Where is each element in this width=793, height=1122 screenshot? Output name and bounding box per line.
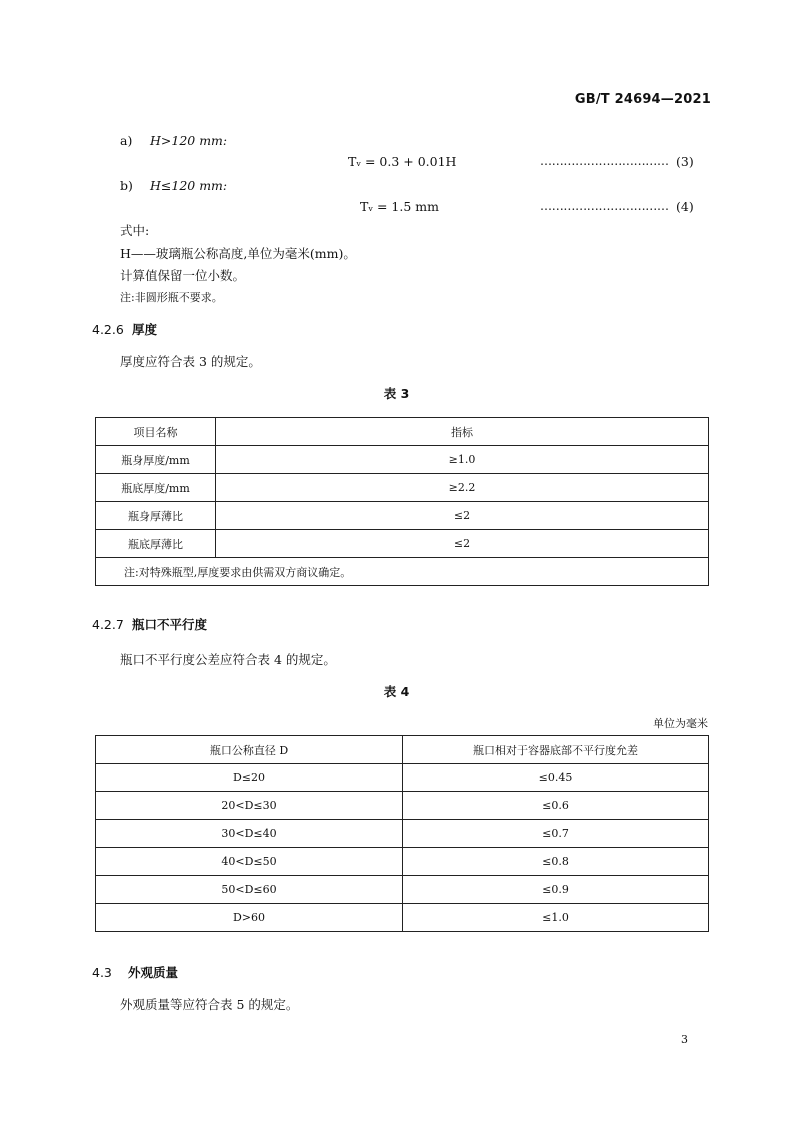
table-row [96, 502, 709, 530]
section-4-2-7-body: 瓶口不平行度公差应符合表 4 的规定。 [120, 652, 336, 667]
table-header-cell: 瓶口相对于容器底部不平行度允差 [403, 736, 709, 764]
section-number: 4.2.6 [92, 322, 124, 337]
section-4-2-6-body: 厚度应符合表 3 的规定。 [120, 354, 261, 369]
table-cell: ≤1.0 [403, 904, 709, 932]
page-number: 3 [681, 1033, 688, 1046]
section-4-2-6-heading [92, 320, 157, 338]
table-note: 注:对特殊瓶型,厚度要求由供需双方商议确定。 [96, 558, 709, 586]
table-cell: ≤2 [216, 502, 709, 530]
table-header-row [96, 736, 709, 764]
section-title: 瓶口不平行度 [132, 617, 208, 632]
table-row [96, 446, 709, 474]
formula-4-leader: …………………………… [540, 199, 669, 213]
table-3-caption: 表 3 [383, 386, 410, 401]
table-cell: ≥1.0 [216, 446, 709, 474]
table-cell: 40<D≤50 [96, 848, 403, 876]
table-cell: ≤0.6 [403, 792, 709, 820]
table-4 [95, 735, 709, 932]
table-cell: 瓶身厚度/mm [96, 446, 216, 474]
table-cell: 瓶身厚薄比 [96, 502, 216, 530]
case-a-condition: H>120 mm: [150, 133, 228, 148]
table-header-cell: 指标 [216, 418, 709, 446]
formula-3: Tᵥ = 0.3 + 0.01H [348, 154, 457, 169]
section-4-3-body: 外观质量等应符合表 5 的规定。 [120, 997, 299, 1012]
where-label: 式中: [120, 223, 150, 238]
table-cell: 20<D≤30 [96, 792, 403, 820]
note-non-round: 注:非圆形瓶不要求。 [120, 291, 223, 304]
table-row [96, 876, 709, 904]
table-cell: D≤20 [96, 764, 403, 792]
case-a-label: a) [120, 133, 133, 148]
table-cell: 瓶底厚薄比 [96, 530, 216, 558]
formula-3-leader: …………………………… [540, 154, 669, 168]
table-cell: ≤0.7 [403, 820, 709, 848]
table-cell: ≤0.45 [403, 764, 709, 792]
table-row [96, 820, 709, 848]
table-cell: 50<D≤60 [96, 876, 403, 904]
table-row [96, 792, 709, 820]
section-number: 4.2.7 [92, 617, 124, 632]
rounding-rule: 计算值保留一位小数。 [120, 268, 246, 283]
table-3 [95, 417, 709, 586]
table-row [96, 848, 709, 876]
section-4-3-heading [92, 963, 178, 981]
formula-4-number: (4) [676, 199, 694, 214]
formula-3-number: (3) [676, 154, 694, 169]
section-title: 外观质量 [128, 965, 179, 980]
standard-number: GB/T 24694—2021 [574, 92, 711, 107]
case-b-label: b) [120, 178, 133, 193]
case-b-condition: H≤120 mm: [150, 178, 228, 193]
table-cell: ≤0.9 [403, 876, 709, 904]
table-cell: D>60 [96, 904, 403, 932]
table-cell: ≥2.2 [216, 474, 709, 502]
section-number: 4.3 [92, 965, 112, 980]
section-4-2-7-heading [92, 615, 207, 633]
table-note-row [96, 558, 709, 586]
table-row [96, 474, 709, 502]
table-cell: 瓶底厚度/mm [96, 474, 216, 502]
table-row [96, 904, 709, 932]
table-4-caption: 表 4 [383, 684, 410, 699]
where-h-definition: H——玻璃瓶公称高度,单位为毫米(mm)。 [120, 246, 356, 261]
table-cell: 30<D≤40 [96, 820, 403, 848]
table-row [96, 764, 709, 792]
formula-4: Tᵥ = 1.5 mm [360, 199, 439, 214]
table-cell: ≤2 [216, 530, 709, 558]
table-header-row [96, 418, 709, 446]
table-header-cell: 项目名称 [96, 418, 216, 446]
section-title: 厚度 [132, 322, 158, 337]
table-4-unit: 单位为毫米 [653, 717, 708, 730]
table-cell: ≤0.8 [403, 848, 709, 876]
table-row [96, 530, 709, 558]
table-header-cell: 瓶口公称直径 D [96, 736, 403, 764]
